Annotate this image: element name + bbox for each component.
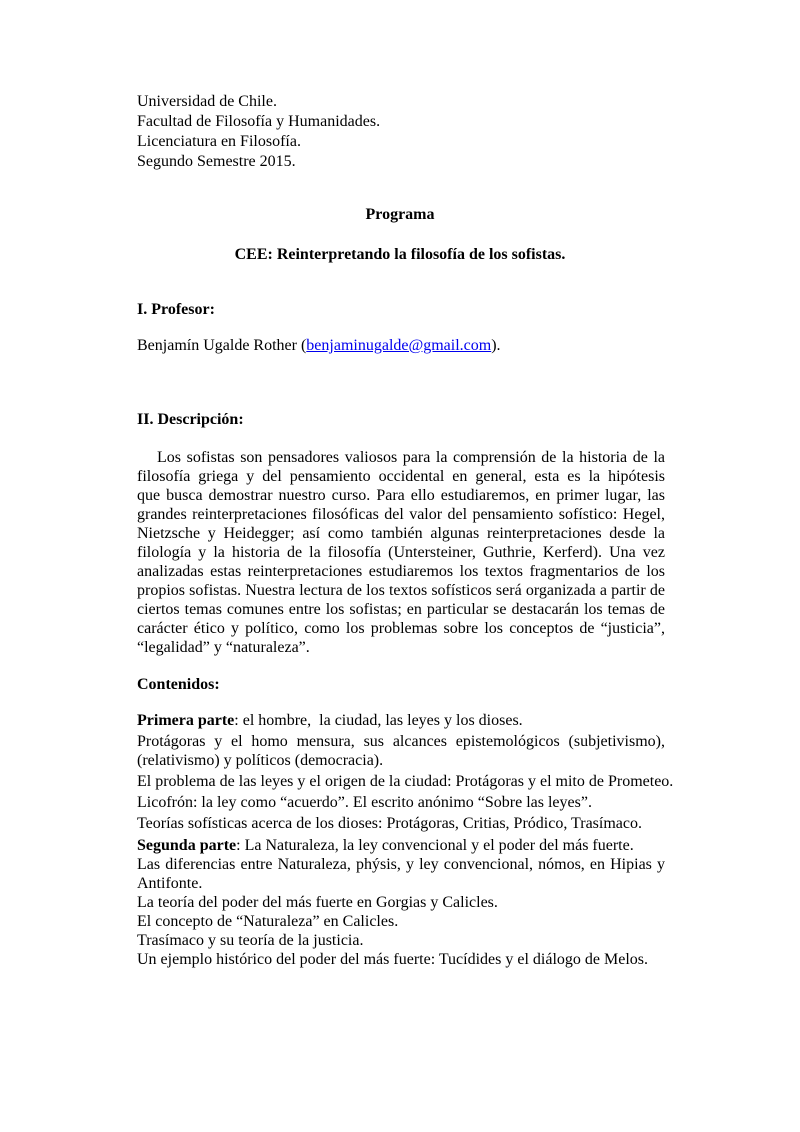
primera-parte-title (137, 710, 665, 731)
profesor-heading: I. Profesor: (137, 301, 215, 318)
content-item: Protágoras y el homo mensura, sus alcances epistemológicos (subjetivismo), (137, 733, 665, 750)
primera-parte-label: Primera parte (137, 712, 235, 729)
primera-parte (137, 710, 674, 834)
content-item: Trasímaco y su teoría de la justicia. (137, 932, 364, 949)
content-item: Las diferencias entre Naturaleza, phýsis, y ley convencional, nómos, en Hipias y (137, 856, 665, 873)
header-line: Facultad de Filosofía y Humanidades. (137, 113, 381, 130)
segunda-parte-label: Segunda parte (137, 837, 237, 854)
paragraph-line: que busca demostrar nuestro curso. Para ello estudiaremos, en primer lugar, las (137, 487, 665, 504)
content-item: Teorías sofísticas acerca de los dioses: Protágoras, Critias, Pródico, Trasímaco. (137, 815, 642, 832)
content-item: Un ejemplo histórico del poder del más fuerte: Tucídides y el diálogo de Melos. (137, 951, 649, 968)
segunda-parte (137, 836, 665, 969)
primera-parte-text: : el hombre, la ciudad, las leyes y los dioses. (234, 712, 523, 729)
descripcion-paragraph (137, 448, 665, 657)
paragraph-line: “legalidad” y “naturaleza”. (137, 639, 310, 656)
institution-header (137, 92, 665, 172)
content-item: (relativismo) y políticos (democracia). (137, 752, 384, 769)
content-item: Antifonte. (137, 875, 203, 892)
content-item: El concepto de “Naturaleza” en Calicles. (137, 913, 399, 930)
paragraph-line: Los sofistas son pensadores valiosos para la comprensión de la historia de la (157, 449, 665, 466)
course-title: CEE: Reinterpretando la filosofía de los sofistas. (234, 246, 566, 263)
segunda-parte-title (137, 836, 665, 855)
paragraph-line: filología y la historia de la filosofía (Untersteiner, Guthrie, Kerferd). Una vez (137, 544, 665, 561)
paragraph-line: analizadas estas reinterpretaciones estudiaremos los textos fragmentarios de los (137, 563, 665, 580)
profesor-name: Benjamín Ugalde Rother ( (137, 337, 307, 354)
profesor-after: ). (491, 337, 501, 354)
profesor-line (137, 336, 665, 356)
paragraph-line: Nietzsche y Heidegger; así como también algunas reinterpretaciones desde la (137, 525, 665, 542)
paragraph-line: propios sofistas. Nuestra lectura de los textos sofísticos será organizada a partir de (137, 582, 665, 599)
header-line: Licenciatura en Filosofía. (137, 133, 301, 150)
content-item: Licofrón: la ley como “acuerdo”. El escrito anónimo “Sobre las leyes”. (137, 794, 592, 811)
segunda-parte-text: : La Naturaleza, la ley convencional y el poder del más fuerte. (236, 837, 634, 854)
paragraph-line: carácter ético y político, como los problemas sobre los conceptos de “justicia”, (137, 620, 665, 637)
paragraph-line: ciertos temas comunes entre los sofistas; en particular se destacarán los temas de (137, 601, 665, 618)
paragraph-line: filosofía griega y del pensamiento occidental en general, esta es la hipótesis (137, 468, 665, 485)
content-item: La teoría del poder del más fuerte en Gorgias y Calicles. (137, 894, 498, 911)
descripcion-heading: II. Descripción: (137, 411, 244, 428)
content-item: El problema de las leyes y el origen de la ciudad: Protágoras y el mito de Prometeo. (137, 773, 674, 790)
document-title: Programa (365, 206, 435, 223)
header-line: Universidad de Chile. (137, 93, 277, 110)
email-link[interactable]: benjaminugalde@gmail.com (306, 337, 492, 354)
contenidos-heading: Contenidos: (137, 676, 220, 693)
paragraph-line: grandes reinterpretaciones filosóficas del valor del pensamiento sofístico: Hegel, (137, 506, 665, 523)
header-line: Segundo Semestre 2015. (137, 153, 296, 170)
